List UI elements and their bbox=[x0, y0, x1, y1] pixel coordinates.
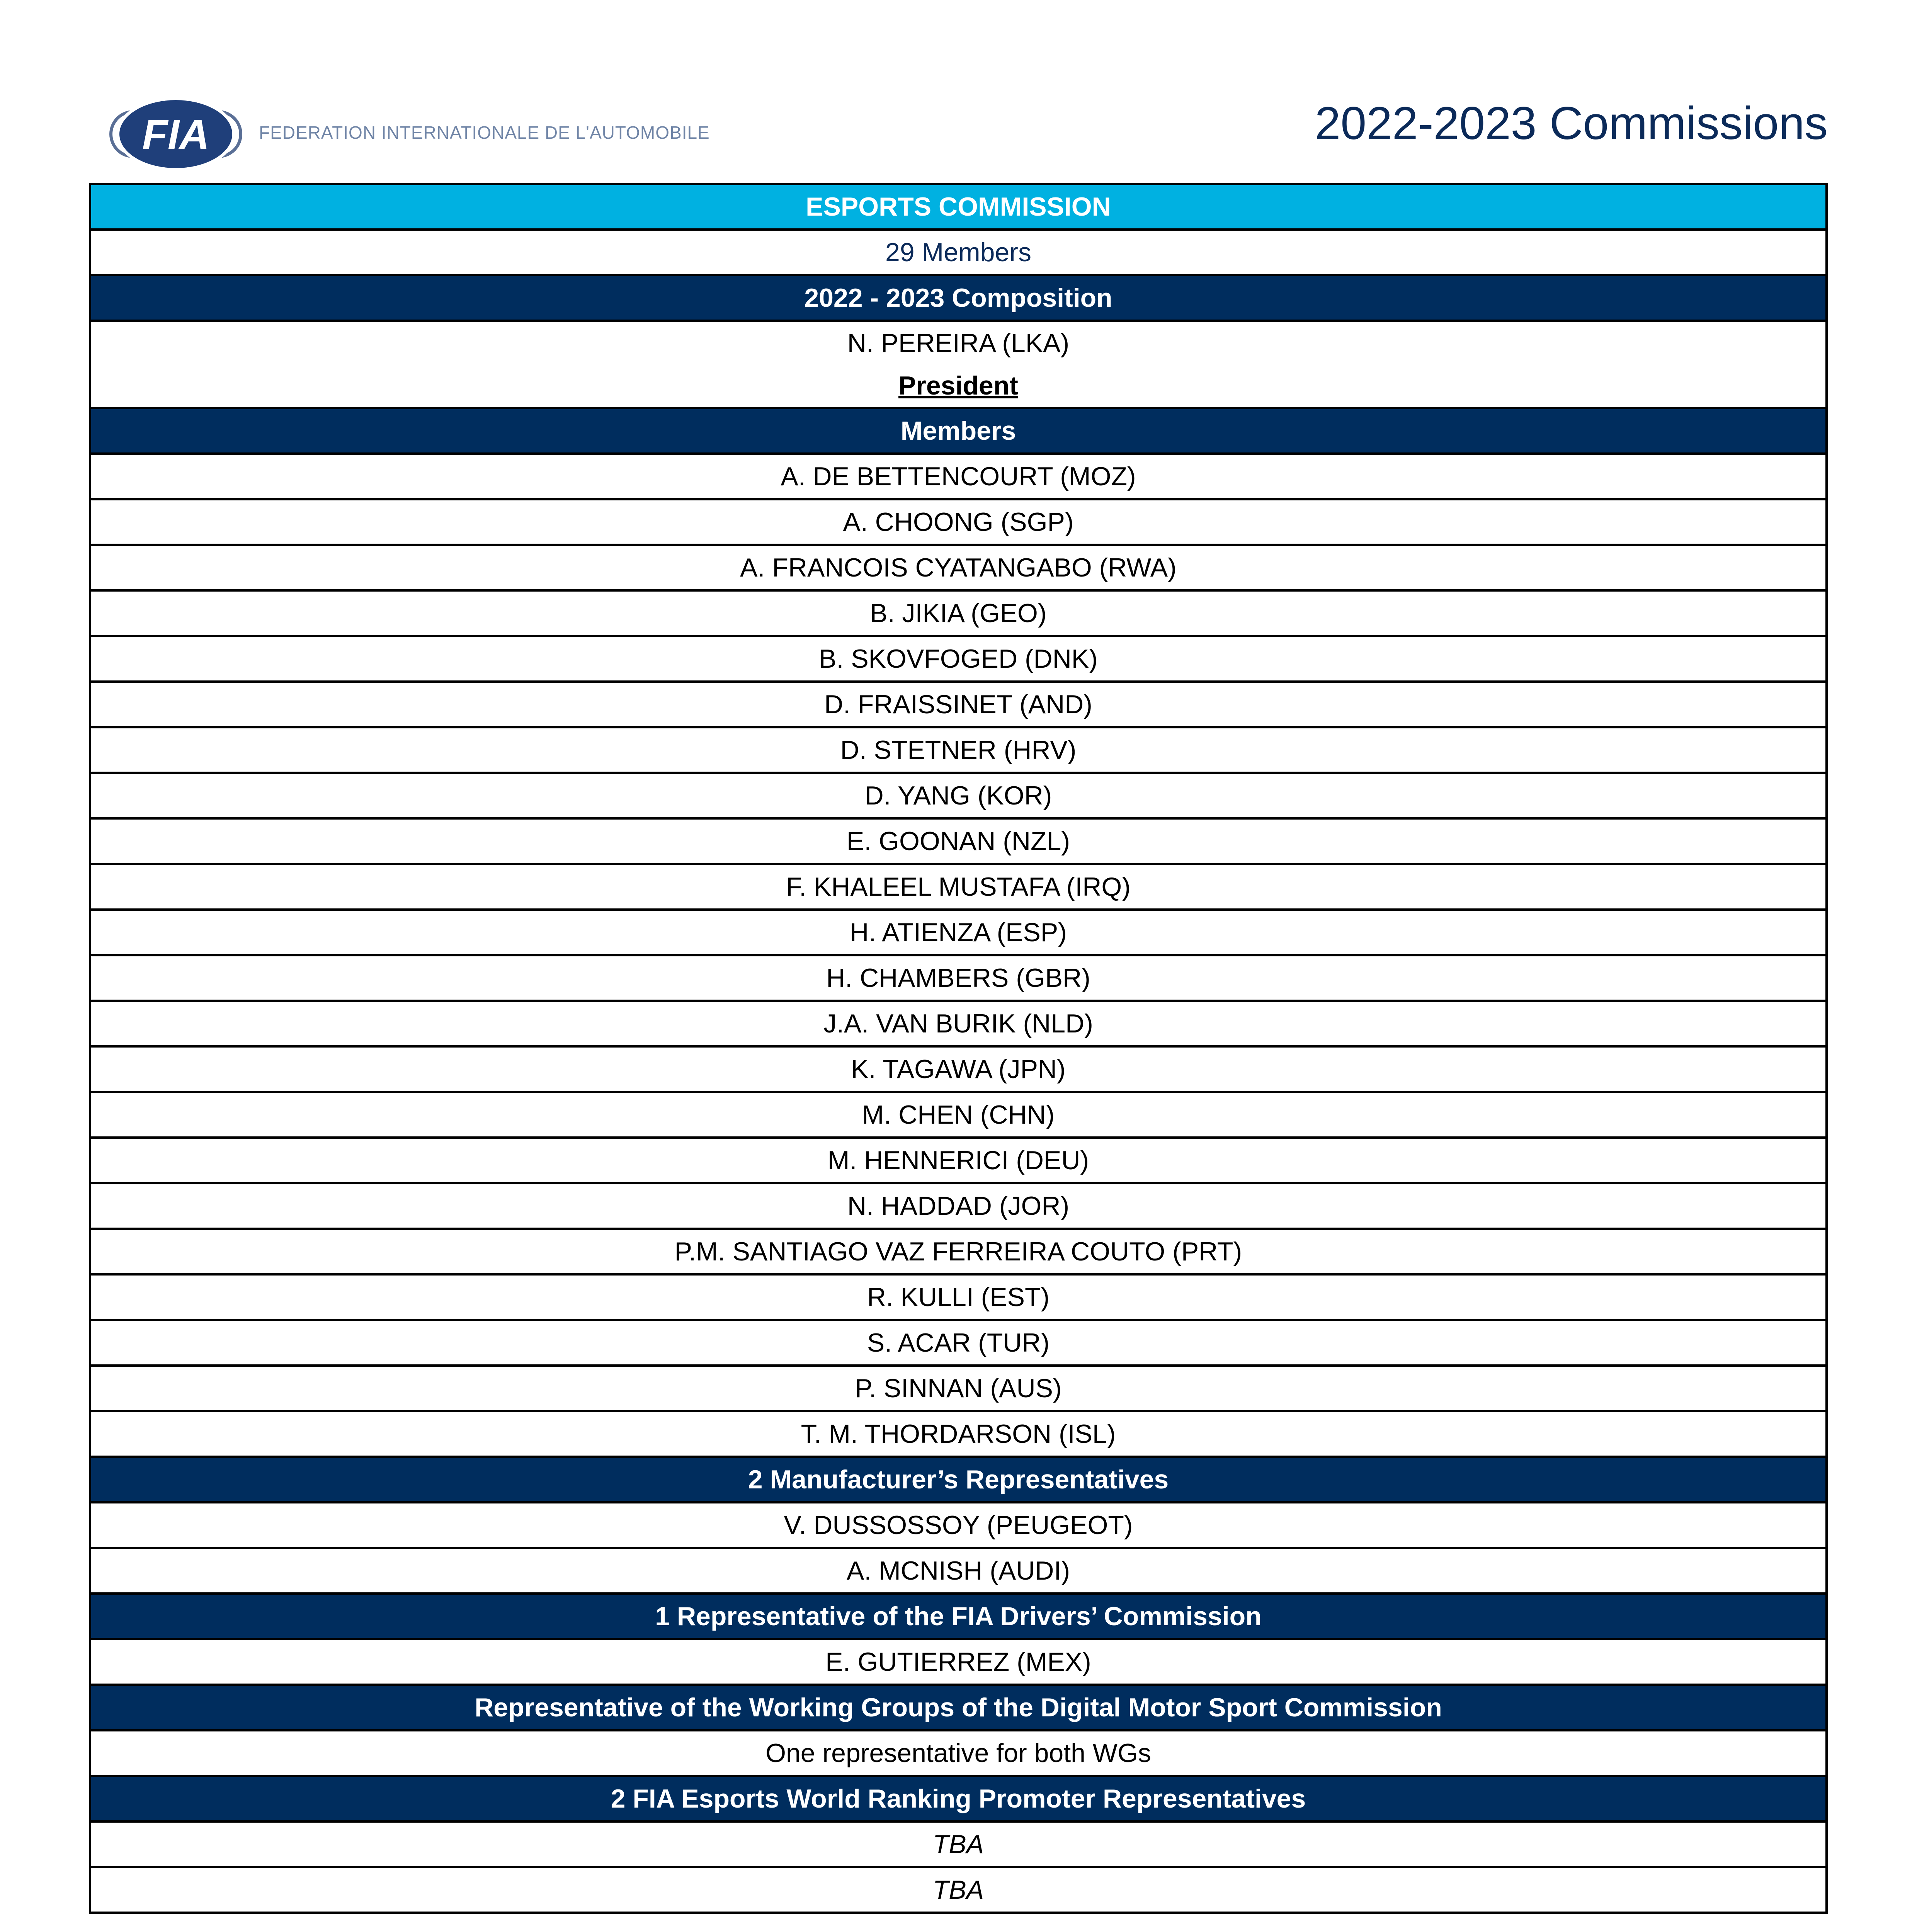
commission-title: ESPORTS COMMISSION bbox=[90, 184, 1827, 230]
member-name: M. HENNERICI (DEU) bbox=[90, 1138, 1827, 1183]
table-row bbox=[90, 727, 1827, 773]
organization-name: FEDERATION INTERNATIONALE DE L'AUTOMOBILE bbox=[259, 122, 710, 143]
table-row bbox=[90, 910, 1827, 955]
table-row bbox=[90, 1001, 1827, 1046]
member-name: P.M. SANTIAGO VAZ FERREIRA COUTO (PRT) bbox=[90, 1229, 1827, 1274]
section-header-row bbox=[90, 408, 1827, 454]
composition-header: 2022 - 2023 Composition bbox=[90, 275, 1827, 321]
table-row bbox=[90, 818, 1827, 864]
member-name: P. SINNAN (AUS) bbox=[90, 1366, 1827, 1411]
table-row bbox=[90, 1548, 1827, 1594]
table-row bbox=[90, 1502, 1827, 1548]
president-row bbox=[90, 321, 1827, 408]
table-row bbox=[90, 1274, 1827, 1320]
table-row bbox=[90, 1320, 1827, 1366]
table-row bbox=[90, 454, 1827, 499]
section-header-row bbox=[90, 1457, 1827, 1502]
member-name: D. STETNER (HRV) bbox=[90, 727, 1827, 773]
member-name: T. M. THORDARSON (ISL) bbox=[90, 1411, 1827, 1457]
member-name: A. CHOONG (SGP) bbox=[90, 499, 1827, 545]
table-row bbox=[90, 1821, 1827, 1867]
page-title: 2022-2023 Commissions bbox=[1315, 97, 1828, 149]
table-row bbox=[90, 955, 1827, 1001]
table-row bbox=[90, 1366, 1827, 1411]
drivers-representative: E. GUTIERREZ (MEX) bbox=[90, 1639, 1827, 1685]
table-row bbox=[90, 1138, 1827, 1183]
table-row bbox=[90, 636, 1827, 682]
member-name: H. CHAMBERS (GBR) bbox=[90, 955, 1827, 1001]
commission-table bbox=[89, 183, 1828, 1914]
member-name: E. GOONAN (NZL) bbox=[90, 818, 1827, 864]
title-row bbox=[90, 184, 1827, 230]
member-name: S. ACAR (TUR) bbox=[90, 1320, 1827, 1366]
table-row bbox=[90, 1730, 1827, 1776]
member-name: B. JIKIA (GEO) bbox=[90, 590, 1827, 636]
member-count: 29 Members bbox=[90, 230, 1827, 275]
president-role: President bbox=[898, 371, 1018, 400]
promoter-representative: TBA bbox=[90, 1867, 1827, 1913]
count-row bbox=[90, 230, 1827, 275]
table-row bbox=[90, 864, 1827, 910]
table-row bbox=[90, 590, 1827, 636]
working-groups-representative: One representative for both WGs bbox=[90, 1730, 1827, 1776]
president-name: N. PEREIRA (LKA) bbox=[847, 328, 1070, 358]
member-name: F. KHALEEL MUSTAFA (IRQ) bbox=[90, 864, 1827, 910]
member-name: A. DE BETTENCOURT (MOZ) bbox=[90, 454, 1827, 499]
member-name: N. HADDAD (JOR) bbox=[90, 1183, 1827, 1229]
table-row bbox=[90, 1046, 1827, 1092]
member-name: B. SKOVFOGED (DNK) bbox=[90, 636, 1827, 682]
manufacturers-header: 2 Manufacturer’s Representatives bbox=[90, 1457, 1827, 1502]
member-name: A. FRANCOIS CYATANGABO (RWA) bbox=[90, 545, 1827, 590]
member-name: D. YANG (KOR) bbox=[90, 773, 1827, 818]
table-row bbox=[90, 545, 1827, 590]
member-name: D. FRAISSINET (AND) bbox=[90, 682, 1827, 727]
table-row bbox=[90, 773, 1827, 818]
member-name: M. CHEN (CHN) bbox=[90, 1092, 1827, 1138]
working-groups-header: Representative of the Working Groups of the Digital Motor Sport Commission bbox=[90, 1685, 1827, 1730]
table-row bbox=[90, 682, 1827, 727]
table-row bbox=[90, 499, 1827, 545]
page-header bbox=[89, 85, 1828, 178]
table-row bbox=[90, 1639, 1827, 1685]
manufacturer-representative: A. MCNISH (AUDI) bbox=[90, 1548, 1827, 1594]
table-row bbox=[90, 1867, 1827, 1913]
section-header-row bbox=[90, 1776, 1827, 1821]
members-header: Members bbox=[90, 408, 1827, 454]
fia-logo-icon bbox=[106, 93, 245, 176]
table-row bbox=[90, 1229, 1827, 1274]
promoters-header: 2 FIA Esports World Ranking Promoter Representatives bbox=[90, 1776, 1827, 1821]
section-header-row bbox=[90, 1594, 1827, 1639]
drivers-commission-header: 1 Representative of the FIA Drivers’ Commission bbox=[90, 1594, 1827, 1639]
member-name: K. TAGAWA (JPN) bbox=[90, 1046, 1827, 1092]
section-header-row bbox=[90, 275, 1827, 321]
member-name: R. KULLI (EST) bbox=[90, 1274, 1827, 1320]
member-name: H. ATIENZA (ESP) bbox=[90, 910, 1827, 955]
president-cell bbox=[90, 321, 1827, 408]
table-row bbox=[90, 1092, 1827, 1138]
member-name: J.A. VAN BURIK (NLD) bbox=[90, 1001, 1827, 1046]
section-header-row bbox=[90, 1685, 1827, 1730]
svg-text:FIA: FIA bbox=[142, 111, 209, 158]
manufacturer-representative: V. DUSSOSSOY (PEUGEOT) bbox=[90, 1502, 1827, 1548]
table-row bbox=[90, 1183, 1827, 1229]
promoter-representative: TBA bbox=[90, 1821, 1827, 1867]
table-row bbox=[90, 1411, 1827, 1457]
